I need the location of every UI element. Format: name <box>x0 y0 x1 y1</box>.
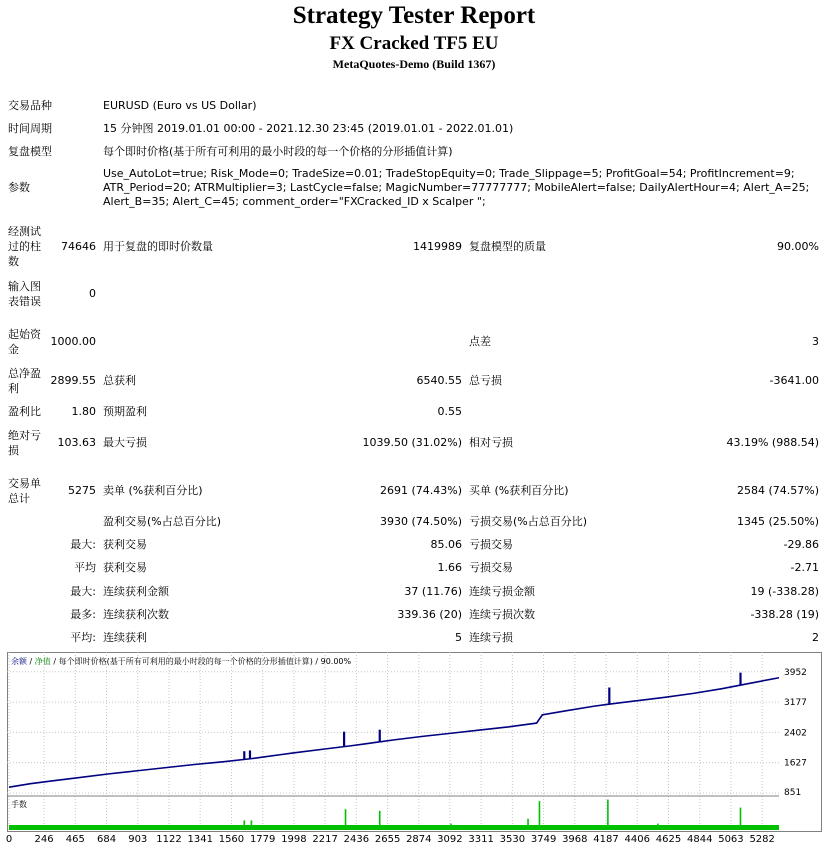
x-tick-label: 5282 <box>749 834 775 845</box>
net-profit-value: 2899.55 <box>50 374 96 387</box>
y-tick-label-3: 1627 <box>784 758 807 769</box>
params-label: 参数 <box>8 181 30 194</box>
average-consecutive-losses-value: 2 <box>812 631 819 644</box>
absolute-drawdown-value: 103.63 <box>57 436 96 449</box>
short-trades-value: 2691 (74.43%) <box>379 484 462 497</box>
expected-payoff-label: 预期盈利 <box>103 405 147 418</box>
profit-trades-label: 盈利交易(%占总百分比) <box>103 515 222 528</box>
average-profit-value: 1.66 <box>437 561 462 574</box>
profit-factor-value: 1.80 <box>71 405 96 418</box>
y-tick-label-0: 3952 <box>784 667 807 678</box>
x-tick-label: 246 <box>34 834 54 845</box>
report-title: Strategy Tester Report <box>292 2 536 29</box>
params-line-3: Alert_B=35; Alert_C=45; comment_order="FXCracked_ID x Scalper "; <box>103 195 486 208</box>
x-tick-label: 4625 <box>655 834 682 845</box>
maximal-consecutive-loss-value: -338.28 (19) <box>750 608 819 621</box>
params-line-1: Use_AutoLot=true; Risk_Mode=0; TradeSize=0.01; TradeStopEquity=0; Trade_Slippage=5; ProfitGoal=54; ProfitIncrement=9; <box>103 167 795 180</box>
bars-label: 经测试过的柱数 <box>8 225 41 268</box>
x-tick-label: 4187 <box>593 834 619 845</box>
average-consecutive-wins-value: 5 <box>455 631 462 644</box>
largest-profit-value: 85.06 <box>430 538 462 551</box>
spread-value: 3 <box>812 335 819 348</box>
legend-balance: 余额 <box>11 657 27 666</box>
x-tick-label: 3092 <box>437 834 463 845</box>
absolute-drawdown-label: 绝对亏损 <box>8 429 41 457</box>
volume-spike-4 <box>345 809 347 830</box>
largest-label: 最大: <box>70 538 96 551</box>
volume-spike-7 <box>527 819 529 830</box>
period-label: 时间周期 <box>8 122 52 135</box>
relative-drawdown-value: 43.19% (988.54) <box>726 436 819 449</box>
spread-label: 点差 <box>469 335 491 348</box>
deposit-label: 起始资金 <box>8 328 41 356</box>
x-tick-label: 684 <box>96 834 117 845</box>
period-value: 15 分钟图 2019.01.01 00:00 - 2021.12.30 23:45 (2019.01.01 - 2022.01.01) <box>103 122 514 135</box>
gross-profit-value: 6540.55 <box>416 374 462 387</box>
x-tick-label: 1122 <box>156 834 182 845</box>
x-tick-label: 4844 <box>686 834 713 845</box>
volume-baseline <box>9 825 779 830</box>
short-trades-label: 卖单 (%获利百分比) <box>103 484 203 497</box>
x-tick-label: 3530 <box>499 834 526 845</box>
x-tick-label: 1998 <box>281 834 307 845</box>
gross-profit-label: 总获利 <box>103 374 136 387</box>
max-consecutive-losses-value: 19 (-338.28) <box>750 585 819 598</box>
long-trades-value: 2584 (74.57%) <box>736 484 819 497</box>
x-tick-label: 1341 <box>187 834 213 845</box>
profit-trades-value: 3930 (74.50%) <box>379 515 462 528</box>
average-consecutive-losses-label: 连续亏损 <box>469 631 513 644</box>
relative-drawdown-label: 相对亏损 <box>469 436 513 449</box>
maximum-label: 最大: <box>70 585 96 598</box>
volume-spike-5 <box>379 811 381 830</box>
max-consecutive-wins-label: 连续获利金额 <box>103 585 169 598</box>
quality-label: 复盘模型的质量 <box>469 240 546 253</box>
volume-spike-9 <box>607 800 609 830</box>
x-tick-label: 465 <box>65 834 85 845</box>
x-tick-label: 3749 <box>530 834 557 845</box>
x-tick-label: 5063 <box>718 834 744 845</box>
x-tick-label: 3311 <box>468 834 494 845</box>
legend-description: / 每个即时价格(基于所有可利用的最小时段的每一个价格的分形插值计算) / 90.00% <box>53 657 352 666</box>
largest-loss-value: -29.86 <box>783 538 819 551</box>
loss-trades-label: 亏损交易(%占总百分比) <box>469 515 588 528</box>
max-drawdown-label: 最大亏损 <box>103 436 147 449</box>
volume-spike-11 <box>740 808 742 830</box>
balance-chart <box>7 652 822 832</box>
volume-spike-3 <box>251 820 253 830</box>
volume-spike-2 <box>243 820 245 830</box>
average-consecutive-label: 平均: <box>70 631 96 644</box>
gross-loss-value: -3641.00 <box>769 374 819 387</box>
x-tick-label: 3968 <box>562 834 588 845</box>
x-tick-label: 2436 <box>343 834 370 845</box>
total-trades-value: 5275 <box>68 484 96 497</box>
volume-spike-8 <box>539 801 541 830</box>
maximal-consecutive-loss-label: 连续亏损次数 <box>469 608 535 621</box>
total-trades-label: 交易单总计 <box>8 477 41 505</box>
max-consecutive-losses-label: 连续亏损金额 <box>469 585 535 598</box>
x-axis <box>0 832 838 848</box>
expected-payoff-value: 0.55 <box>437 405 462 418</box>
average-label: 平均 <box>74 561 96 574</box>
y-tick-label-1: 3177 <box>784 698 807 709</box>
server-build: MetaQuotes-Demo (Build 1367) <box>332 57 496 71</box>
model-label: 复盘模型 <box>8 145 52 158</box>
x-tick-label: 2217 <box>312 834 338 845</box>
average-consecutive-wins-label: 连续获利 <box>103 631 147 644</box>
errors-label: 输入图表错误 <box>8 280 41 308</box>
y-tick-label-2: 2402 <box>784 728 807 739</box>
profit-factor-label: 盈利比 <box>8 405 41 418</box>
symbol-label: 交易品种 <box>8 99 52 112</box>
ticks-label: 用于复盘的即时价数量 <box>103 240 213 253</box>
volume-spike-1 <box>108 825 110 830</box>
maximal-consecutive-profit-value: 339.36 (20) <box>397 608 462 621</box>
x-tick-label: 0 <box>5 834 13 845</box>
errors-value: 0 <box>89 287 96 300</box>
x-tick-label: 1779 <box>249 834 276 845</box>
maximal-label: 最多: <box>70 608 96 621</box>
average-loss-label: 亏损交易 <box>469 561 513 574</box>
volume-label: 手数 <box>11 800 27 809</box>
ticks-value: 1419989 <box>413 240 462 253</box>
average-loss-value: -2.71 <box>790 561 819 574</box>
model-value: 每个即时价格(基于所有可利用的最小时段的每一个价格的分形插值计算) <box>103 145 453 158</box>
x-tick-label: 903 <box>128 834 148 845</box>
quality-value: 90.00% <box>777 240 819 253</box>
maximal-consecutive-profit-label: 连续获利次数 <box>103 608 169 621</box>
x-tick-label: 2655 <box>374 834 401 845</box>
long-trades-label: 买单 (%获利百分比) <box>469 484 569 497</box>
deposit-value: 1000.00 <box>50 335 96 348</box>
max-drawdown-value: 1039.50 (31.02%) <box>362 436 462 449</box>
x-tick-label: 1560 <box>218 834 245 845</box>
expert-name: FX Cracked TF5 EU <box>329 33 499 54</box>
volume-spike-6 <box>450 824 452 830</box>
x-tick-label: 4406 <box>624 834 650 845</box>
x-tick-label: 2874 <box>406 834 432 845</box>
average-profit-label: 获利交易 <box>103 561 147 574</box>
params-line-2: ATR_Period=20; ATRMultiplier=3; LastCycle=false; MagicNumber=77777777; MobileAlert=false; DailyAlertHour=4; Alert_A=25; <box>103 181 810 194</box>
largest-loss-label: 亏损交易 <box>469 538 513 551</box>
loss-trades-value: 1345 (25.50%) <box>736 515 819 528</box>
symbol-value: EURUSD (Euro vs US Dollar) <box>103 99 257 112</box>
y-tick-label-4: 851 <box>784 788 802 798</box>
largest-profit-label: 获利交易 <box>103 538 147 551</box>
volume-spike-0 <box>44 825 46 830</box>
max-consecutive-wins-value: 37 (11.76) <box>404 585 462 598</box>
gross-loss-label: 总亏损 <box>469 374 502 387</box>
volume-spike-10 <box>657 824 659 830</box>
bars-value: 74646 <box>61 240 96 253</box>
svg-text:余额 / 净值 / 每个即时价: 余额 / 净值 / 每个即时价格(基于所有可利用的最小时段的每一个价格的分形插值计算) / 90.00% <box>11 657 352 666</box>
legend-equity: 净值 <box>34 657 51 666</box>
net-profit-label: 总净盈利 <box>8 367 41 395</box>
